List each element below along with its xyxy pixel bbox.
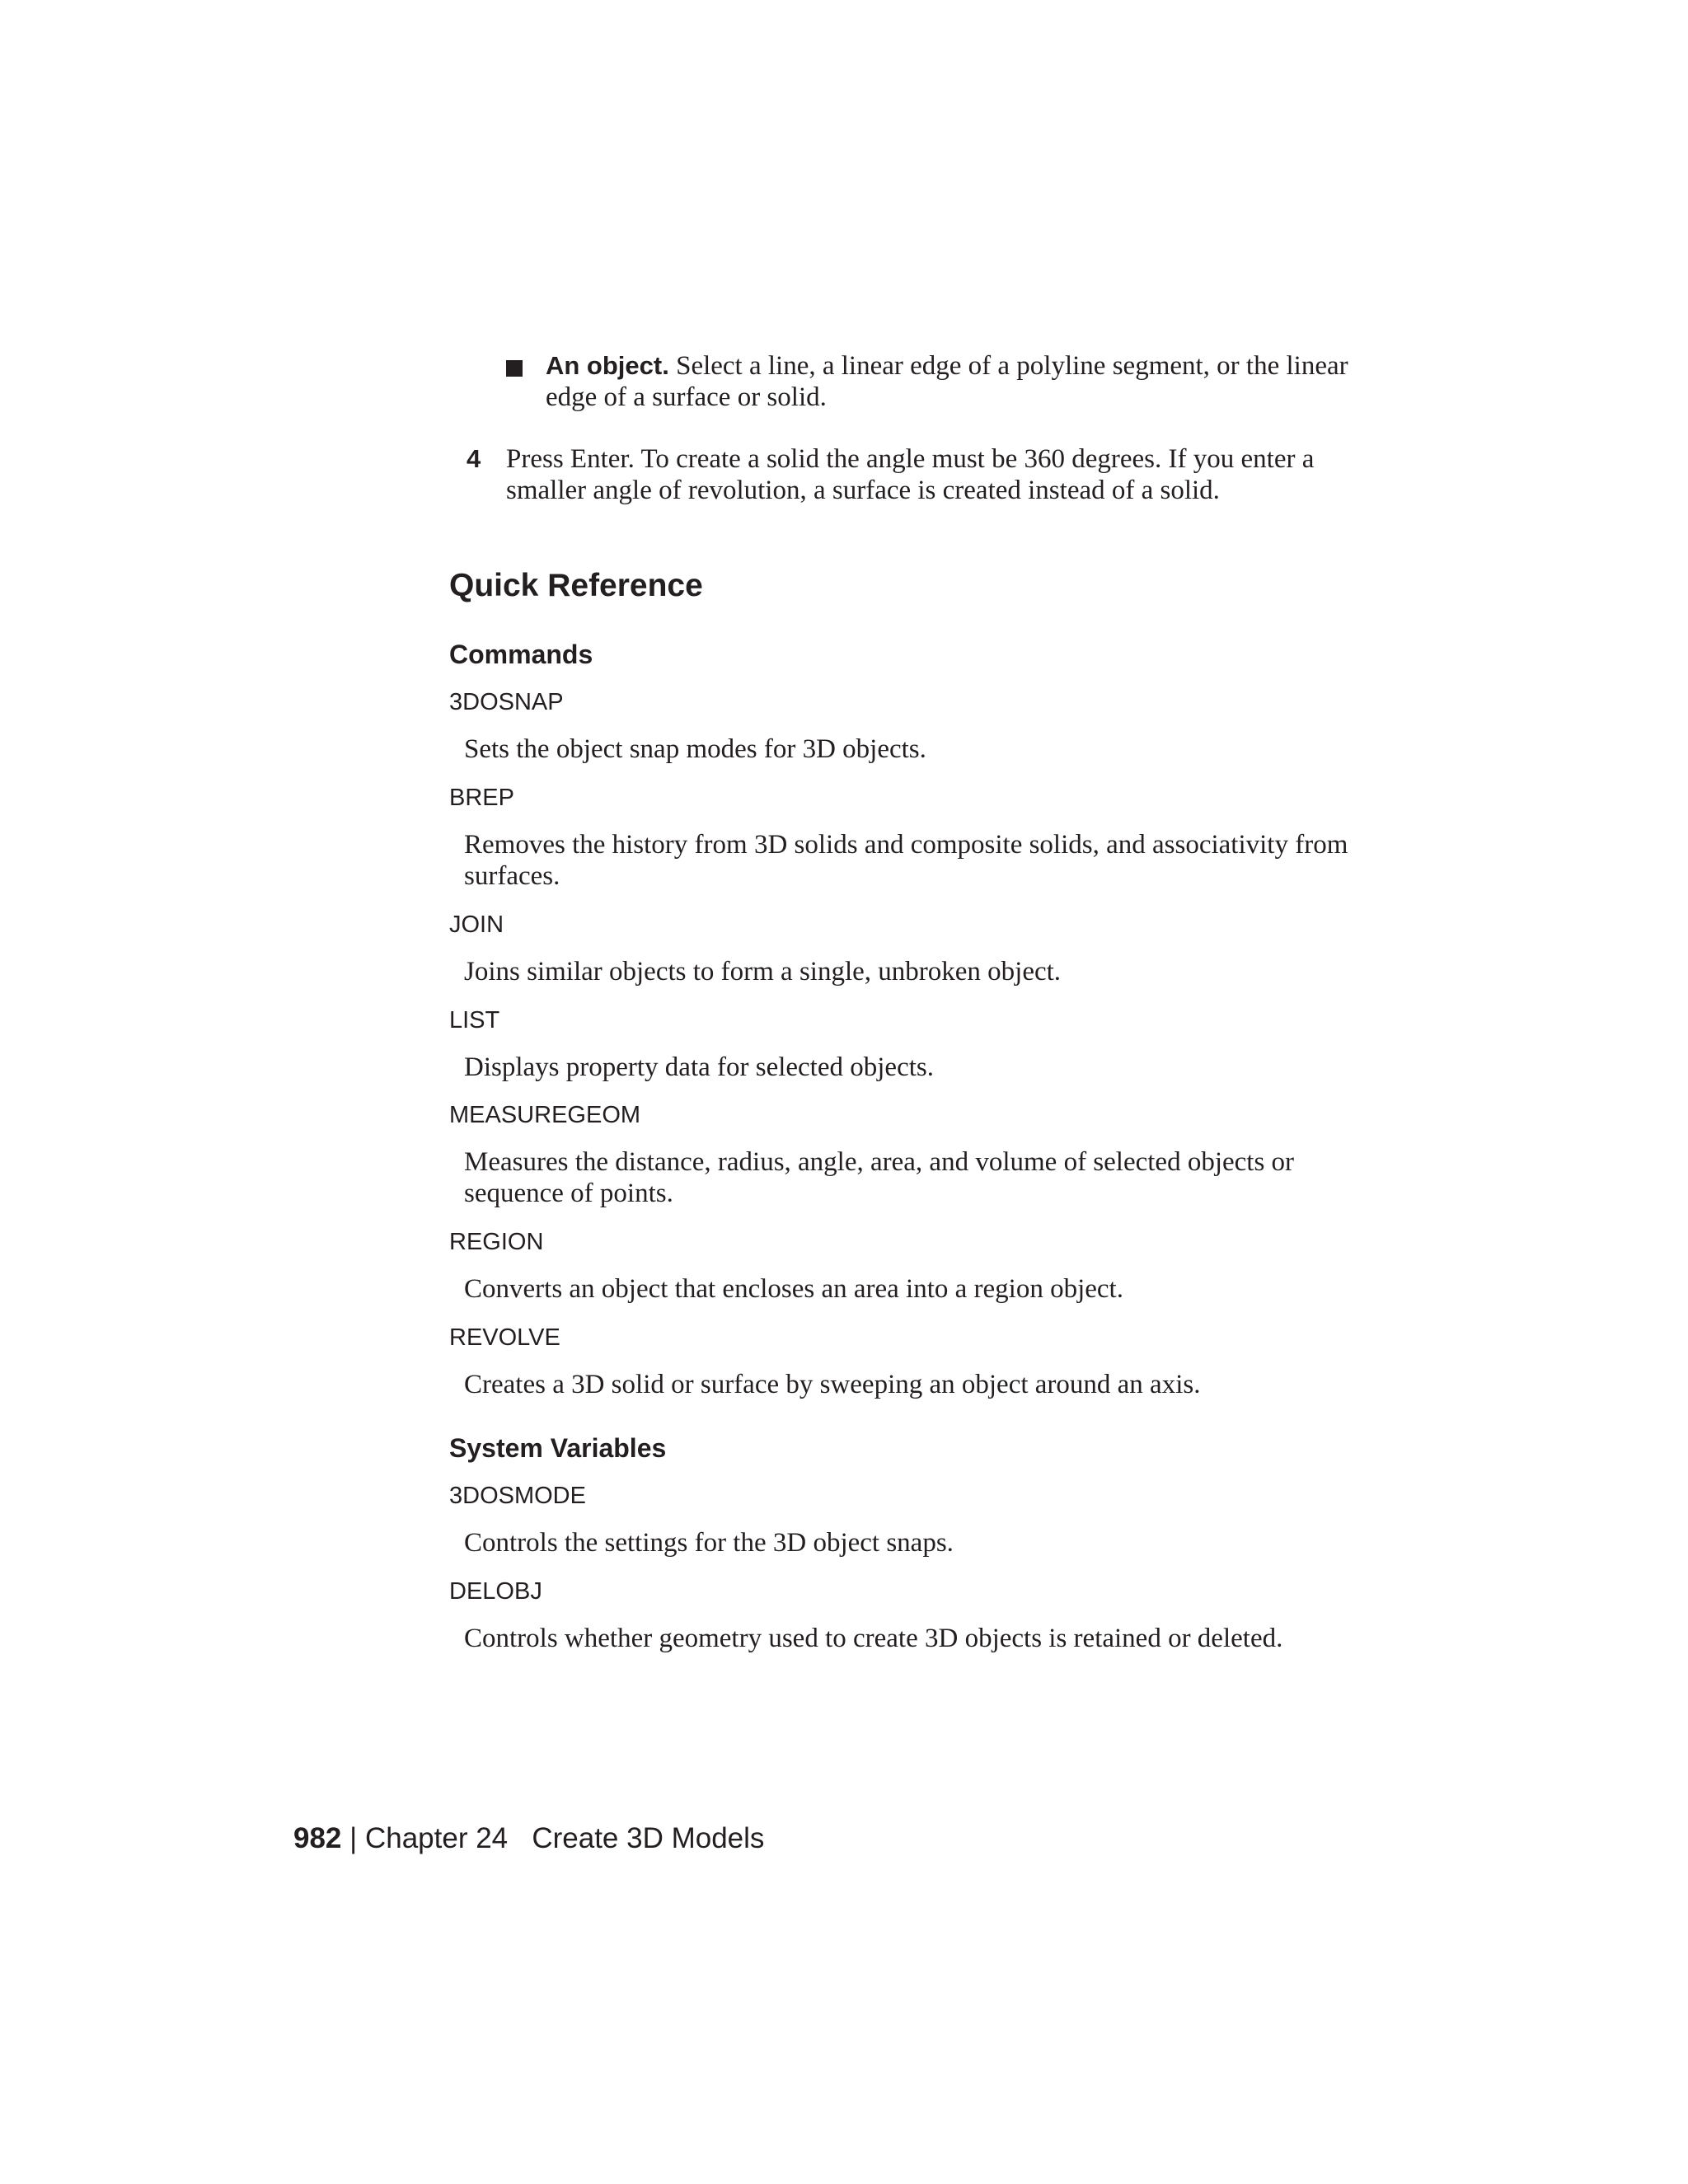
system-variables-heading: System Variables <box>449 1433 667 1463</box>
bullet-body: Select a line, a linear edge of a polyline segment, or the linear edge of a surface or solid. <box>546 351 1348 412</box>
command-description: Displays property data for selected objects. <box>464 1052 934 1082</box>
bullet-lead-in: An object. <box>546 351 669 380</box>
command-term: BREP <box>449 785 514 811</box>
command-term: 3DOSNAP <box>449 689 564 715</box>
command-term: REGION <box>449 1229 544 1255</box>
sysvar-description: Controls whether geometry used to create 3D objects is retained or deleted. <box>464 1624 1283 1653</box>
command-description: Joins similar objects to form a single, unbroken object. <box>464 957 1062 987</box>
command-term: MEASUREGEOM <box>449 1102 641 1128</box>
command-description: Sets the object snap modes for 3D objects. <box>464 734 926 764</box>
command-term: JOIN <box>449 912 504 938</box>
bullet-square-icon <box>506 360 523 377</box>
command-description: Removes the history from 3D solids and composite solids, and associativity from surfaces. <box>464 830 1348 891</box>
footer-page-number: 982 <box>293 1822 342 1854</box>
sysvar-term: 3DOSMODE <box>449 1483 586 1509</box>
command-term: LIST <box>449 1007 500 1033</box>
step-number: 4 <box>467 444 481 473</box>
sysvar-description: Controls the settings for the 3D object snaps. <box>464 1528 954 1558</box>
bullet-text <box>546 350 1362 413</box>
page-footer <box>293 1821 764 1856</box>
command-description: Converts an object that encloses an area into a region object. <box>464 1274 1123 1304</box>
command-description: Measures the distance, radius, angle, area, and volume of selected objects or sequence of points. <box>464 1147 1295 1208</box>
commands-heading: Commands <box>449 640 593 669</box>
step-text: Press Enter. To create a solid the angle must be 360 degrees. If you enter a smaller angle of revolution, a surface is created instead of a solid. <box>506 444 1315 505</box>
command-description: Creates a 3D solid or surface by sweeping an object around an axis. <box>464 1370 1201 1399</box>
footer-separator: | <box>349 1822 358 1854</box>
footer-chapter: Chapter 24 <box>364 1822 509 1854</box>
footer-chapter-title: Create 3D Models <box>532 1822 765 1854</box>
command-term: REVOLVE <box>449 1324 560 1351</box>
sysvar-term: DELOBJ <box>449 1578 542 1605</box>
section-heading: Quick Reference <box>449 568 703 603</box>
